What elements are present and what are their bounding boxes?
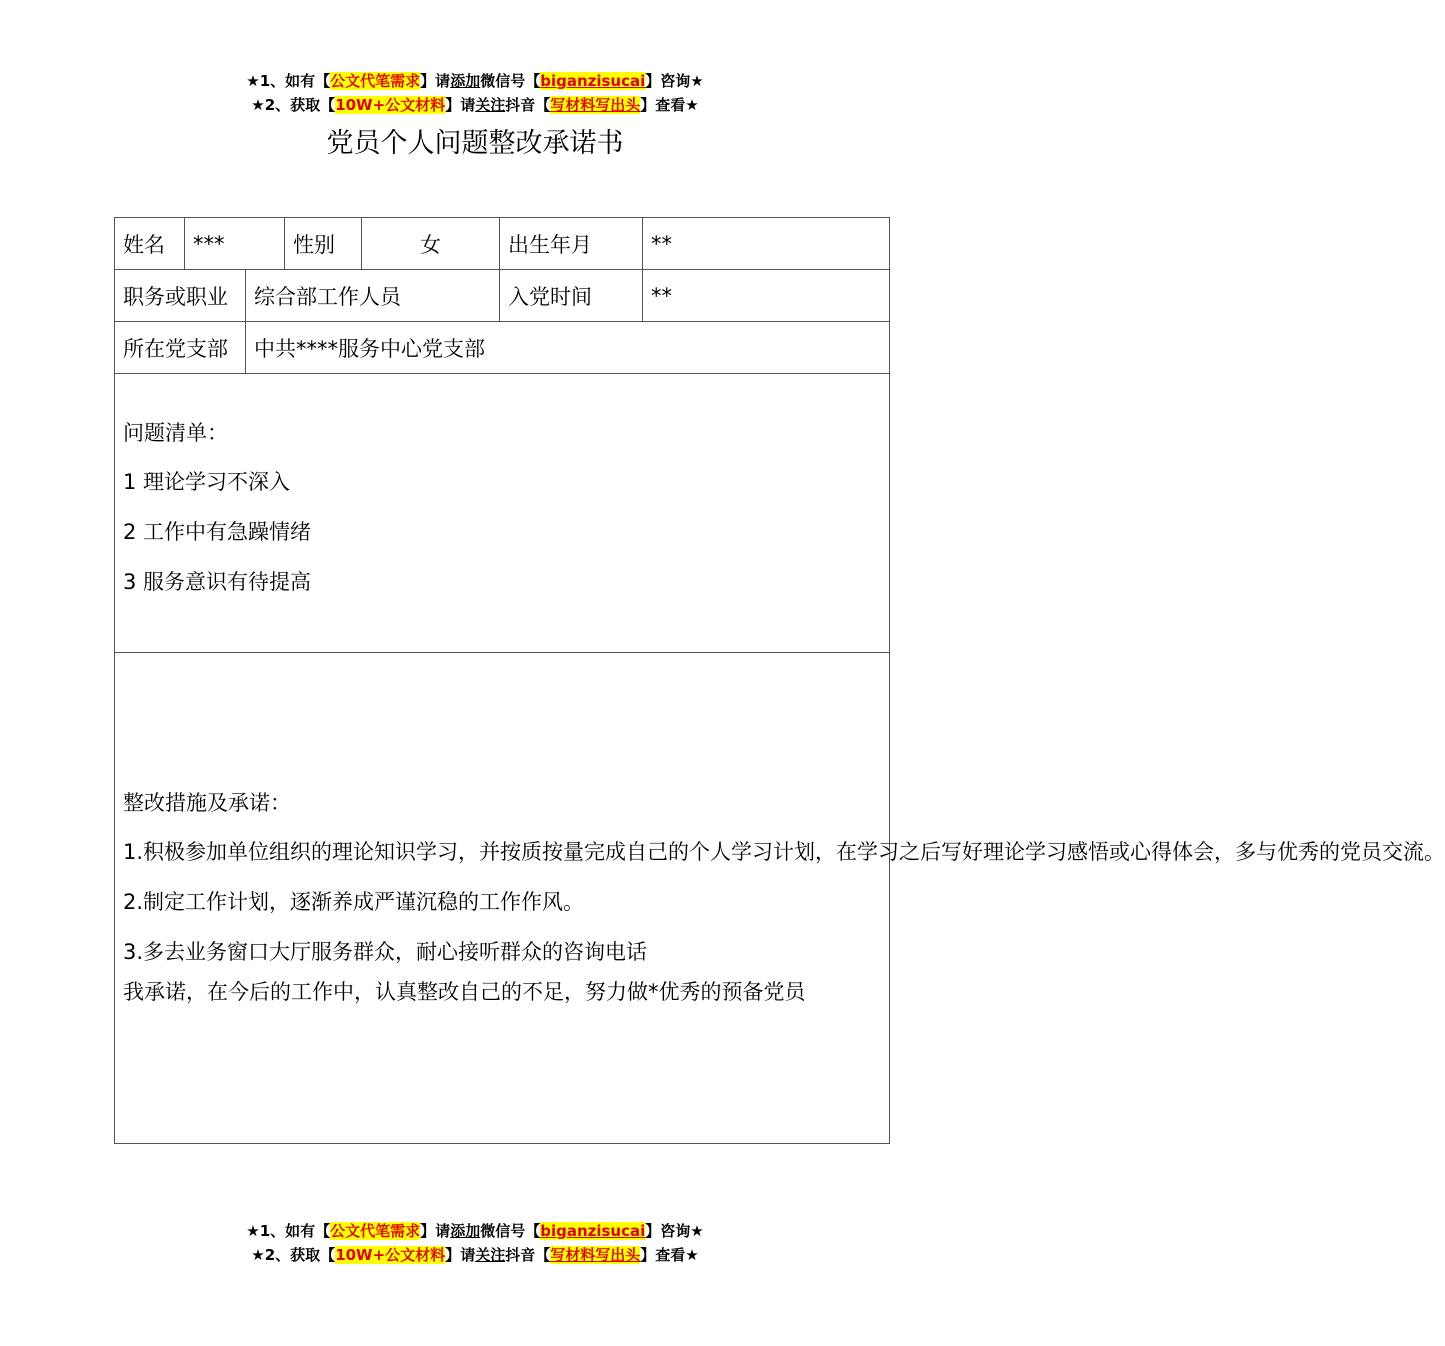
measure-item: 3.多去业务窗口大厅服务群众，耐心接听群众的咨询电话 xyxy=(123,940,648,964)
issues-heading: 问题清单： xyxy=(123,421,228,445)
position-label: 职务或职业 xyxy=(115,270,246,322)
promo-text: 】请 xyxy=(420,72,451,90)
promo-text: ★2、获取【 xyxy=(251,96,336,114)
promo-highlight: 公文代笔需求 xyxy=(330,1222,421,1240)
promo-text: 微信号【 xyxy=(480,72,541,90)
promo-line-1 xyxy=(0,1219,950,1243)
branch-label: 所在党支部 xyxy=(115,322,246,374)
promo-text: 】咨询★ xyxy=(645,72,704,90)
name-value: *** xyxy=(185,218,285,270)
issue-item: 1 理论学习不深入 xyxy=(123,470,291,494)
join-label: 入党时间 xyxy=(500,270,643,322)
promo-text: 抖音【 xyxy=(505,1246,551,1264)
measures-section xyxy=(115,653,1445,1144)
promo-highlight: 公文代笔需求 xyxy=(330,72,421,90)
promo-text: ★1、如有【 xyxy=(246,72,331,90)
branch-value: 中共****服务中心党支部 xyxy=(246,322,890,374)
name-label: 姓名 xyxy=(115,218,185,270)
birth-label: 出生年月 xyxy=(500,218,643,270)
promo-text: 】请 xyxy=(420,1222,451,1240)
promo-highlight: 写材料写出头 xyxy=(550,96,641,114)
form-row-basic xyxy=(115,218,890,270)
pledge-statement: 我承诺，在今后的工作中，认真整改自己的不足，努力做*优秀的预备党员 xyxy=(123,980,806,1004)
promo-line-2 xyxy=(0,93,950,117)
promo-text: 微信号【 xyxy=(480,1222,541,1240)
gender-label: 性别 xyxy=(285,218,362,270)
birth-value: ** xyxy=(643,218,890,270)
form-row-position xyxy=(115,270,890,322)
promo-highlight: biganzisucai xyxy=(540,72,646,90)
promo-footer xyxy=(0,1219,950,1267)
promo-line-2 xyxy=(0,1243,950,1267)
promo-text: ★1、如有【 xyxy=(246,1222,331,1240)
gender-value: 女 xyxy=(362,218,500,270)
promo-line-1 xyxy=(0,69,950,93)
join-value: ** xyxy=(643,270,890,322)
promo-underline: 关注 xyxy=(475,96,506,114)
promo-highlight: biganzisucai xyxy=(540,1222,646,1240)
form-row-measures xyxy=(115,653,890,1144)
form-row-issues xyxy=(115,374,890,653)
promo-highlight: 10W+公文材料 xyxy=(335,96,446,114)
issues-section xyxy=(115,374,890,653)
promo-underline: 添加 xyxy=(450,1222,481,1240)
promo-text: 】查看★ xyxy=(640,96,699,114)
promo-text: 抖音【 xyxy=(505,96,551,114)
promo-highlight: 写材料写出头 xyxy=(550,1246,641,1264)
promo-text: 】请 xyxy=(445,96,476,114)
pledge-form-table xyxy=(114,217,1445,1144)
promo-text: ★2、获取【 xyxy=(251,1246,336,1264)
promo-underline: 添加 xyxy=(450,72,481,90)
position-value: 综合部工作人员 xyxy=(246,270,500,322)
promo-underline: 关注 xyxy=(475,1246,506,1264)
promo-highlight: 10W+公文材料 xyxy=(335,1246,446,1264)
measure-item: 2.制定工作计划，逐渐养成严谨沉稳的工作作风。 xyxy=(123,890,585,914)
promo-header xyxy=(0,69,950,117)
measures-heading: 整改措施及承诺： xyxy=(123,791,291,815)
measure-item: 1.积极参加单位组织的理论知识学习，并按质按量完成自己的个人学习计划，在学习之后写好理论学习感悟或心得体会，多与优秀的党员交流。 xyxy=(123,840,1445,864)
promo-text: 】咨询★ xyxy=(645,1222,704,1240)
promo-text: 】请 xyxy=(445,1246,476,1264)
document-title: 党员个人问题整改承诺书 xyxy=(326,128,624,159)
promo-text: 】查看★ xyxy=(640,1246,699,1264)
issue-item: 2 工作中有急躁情绪 xyxy=(123,520,312,544)
form-row-branch xyxy=(115,322,890,374)
issue-item: 3 服务意识有待提高 xyxy=(123,570,312,594)
